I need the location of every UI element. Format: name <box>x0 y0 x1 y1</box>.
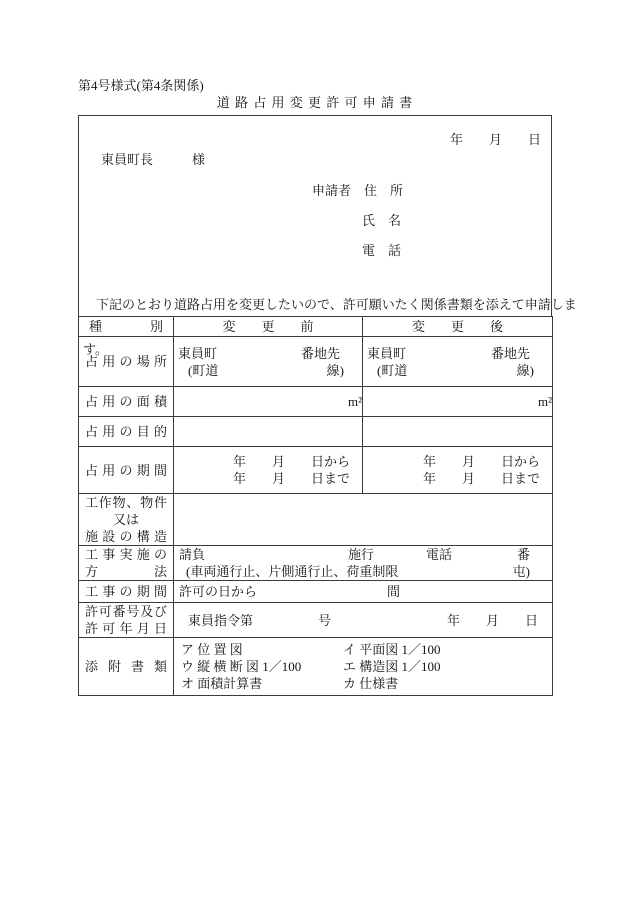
location-after-cell <box>363 337 553 387</box>
row-label-location-text: 占用の場所 <box>85 354 167 369</box>
row-label-method <box>79 546 174 581</box>
attachments-list <box>174 641 552 692</box>
line-suffix: 線) <box>326 362 344 378</box>
location-before-cell <box>174 337 363 387</box>
traffic-restrictions: (車両通行止、片側通行止、荷重制限 <box>186 564 399 579</box>
column-header-type-label: 種別 <box>89 319 163 334</box>
town-name: 東員町 <box>367 345 407 361</box>
purpose-before-cell <box>174 417 363 447</box>
document-title: 道 路 占 用 変 更 許 可 申 請 書 <box>216 95 414 110</box>
row-label-period-text: 占用の期間 <box>85 462 167 478</box>
attachment-item: ウ 縦 横 断 図 1／100 <box>181 659 302 674</box>
row-permit <box>79 603 553 638</box>
attachment-item: イ 平面図 1／100 <box>343 642 441 657</box>
period-before-cell <box>174 447 363 494</box>
row-work-period <box>79 581 553 603</box>
column-header-type <box>79 317 174 337</box>
purpose-after-cell <box>363 417 553 447</box>
row-label-area <box>79 387 174 417</box>
permit-line <box>174 612 552 629</box>
row-label-method-line2: 方法 <box>85 564 167 579</box>
row-label-purpose-text: 占用の目的 <box>85 424 167 439</box>
applicant-phone-label: 電 話 <box>362 243 402 258</box>
attachment-item: ア 位 置 図 <box>181 642 243 657</box>
road-prefix: (町道 <box>377 362 408 378</box>
row-label-attachments <box>79 638 174 696</box>
row-label-area-text: 占用の面積 <box>85 394 167 409</box>
line-suffix: 線) <box>516 362 534 378</box>
row-label-structure <box>79 494 174 546</box>
method-line2 <box>174 563 552 580</box>
area-before-cell: m² <box>174 387 363 417</box>
town-name: 東員町 <box>178 345 218 361</box>
row-label-permit-line2: 許可年月日 <box>85 621 167 636</box>
method-value-cell <box>174 546 553 581</box>
location-after-line2 <box>363 362 552 379</box>
permit-date: 年 月 日 <box>446 612 538 628</box>
tons-suffix: 屯) <box>512 564 530 579</box>
period-to-line: 年 月 日まで <box>422 471 540 486</box>
addressee-line: 東員町長 様 <box>101 152 206 167</box>
method-line1: 請負 施行 電話 番 <box>179 547 531 562</box>
road-prefix: (町道 <box>188 362 219 378</box>
row-label-period <box>79 447 174 494</box>
applicant-address-label: 申請者 住 所 <box>312 183 404 198</box>
application-table <box>78 316 553 696</box>
period-after-cell <box>363 447 553 494</box>
row-label-purpose <box>79 417 174 447</box>
attachment-item: カ 仕様書 <box>343 676 399 691</box>
row-label-method-line1: 工事実施の <box>85 547 167 562</box>
structure-value-cell <box>174 494 553 546</box>
location-before-line1 <box>174 345 362 362</box>
period-from-line: 年 月 日から <box>422 454 540 469</box>
applicant-name-label: 氏 名 <box>362 213 402 228</box>
row-area <box>79 387 553 417</box>
permit-number: 東員指令第 号 <box>188 612 332 628</box>
attachment-item: オ 面積計算書 <box>181 676 263 691</box>
row-purpose <box>79 417 553 447</box>
row-structure <box>79 494 553 546</box>
permit-value-cell <box>174 603 553 638</box>
row-label-structure-line3: 施設の構造 <box>85 529 167 544</box>
period-to-line: 年 月 日まで <box>232 471 350 486</box>
work-period-value-cell <box>174 581 553 603</box>
row-label-work-period-text: 工事の期間 <box>85 584 167 599</box>
row-attachments <box>79 638 553 696</box>
column-header-before: 変 更 前 <box>174 317 363 337</box>
work-period-line: 許可の日から 間 <box>179 584 401 599</box>
row-label-permit <box>79 603 174 638</box>
table-header-row <box>79 317 553 337</box>
location-after-line1 <box>363 345 552 362</box>
row-label-structure-line2: 又は <box>112 512 139 527</box>
location-before-line2 <box>174 362 362 379</box>
lot-suffix: 番地先 <box>300 345 340 361</box>
row-method <box>79 546 553 581</box>
period-from-line: 年 月 日から <box>232 454 350 469</box>
attachments-value-cell <box>174 638 553 696</box>
statement-line-2: す。 <box>83 342 108 357</box>
row-period <box>79 447 553 494</box>
row-label-attachments-text: 添附書類 <box>85 659 167 674</box>
row-location <box>79 337 553 387</box>
row-label-permit-line1: 許可番号及び <box>85 604 167 619</box>
area-after-cell: m² <box>363 387 553 417</box>
row-label-work-period <box>79 581 174 603</box>
lot-suffix: 番地先 <box>490 345 530 361</box>
date-line: 年 月 日 <box>449 132 541 147</box>
attachment-item: エ 構造図 1／100 <box>343 659 441 674</box>
column-header-after: 変 更 後 <box>363 317 553 337</box>
form-number: 第4号様式(第4条関係) <box>78 78 204 93</box>
row-label-structure-line1: 工作物、物件 <box>85 495 167 510</box>
statement-line-1: 下記のとおり道路占用を変更したいので、許可願いたく関係書類を添えて申請しま <box>96 297 577 312</box>
row-label-location <box>79 337 174 387</box>
